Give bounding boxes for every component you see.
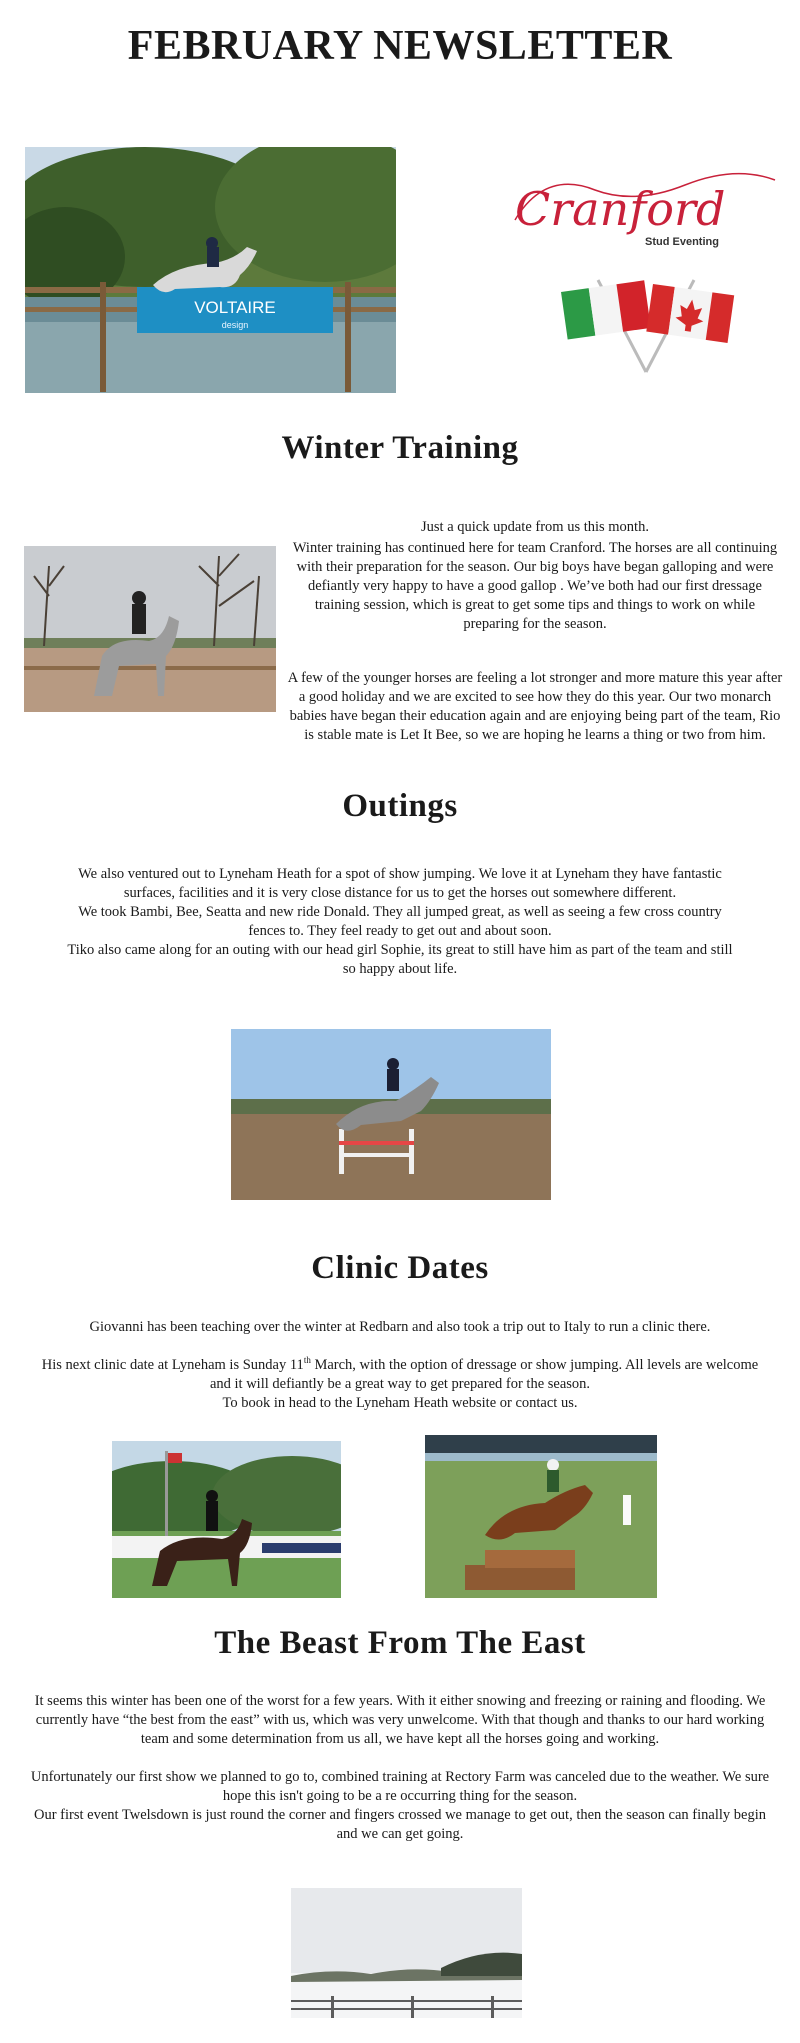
outings-text: [64, 865, 736, 979]
photo-dressage-grey-horse: [24, 546, 276, 712]
clinic-text: [40, 1318, 760, 1413]
cranford-logo: [505, 160, 785, 260]
clinic-p2: [40, 1356, 760, 1394]
beast-text: [28, 1692, 772, 1844]
outings-p1: We also ventured out to Lyneham Heath for a spot of show jumping. We love it at Lyneham they have fantastic surfaces, facilities and it is very close distance for us to get the horses out somewhere different.: [78, 866, 722, 901]
beast-p3: Our first event Twelsdown is just round the corner and fingers crossed we manage to get out, then the season can finally begin and we can get going.: [34, 1807, 766, 1842]
clinic-p2-sup: th: [303, 1355, 311, 1366]
photo-cross-country-fence: [425, 1435, 657, 1598]
beast-p2: Unfortunately our first show we planned to go to, combined training at Rectory Farm was canceled due to the weather. We sure hope this isn't going to be a re occurring thing for the season.: [30, 1769, 770, 1804]
newsletter-title: FEBRUARY NEWSLETTER: [127, 23, 673, 69]
beast-p1: It seems this winter has been one of the worst for a few years. With it either snowing and freezing or raining and flooding. We currently have “the best from the east” with us, which was very unwelcome. With that though and thanks to our hard working team and some determination from us all, we have kept all the horses going and working.: [34, 1693, 766, 1747]
photo-show-jumping: [231, 1029, 551, 1200]
photo-dressage-competition: [112, 1441, 341, 1598]
clinic-p2-before: His next clinic date at Lyneham is Sunday 11: [41, 1357, 304, 1373]
heading-beast-from-the-east: The Beast From The East: [214, 1625, 586, 1661]
outings-p2: We took Bambi, Bee, Seatta and new ride Donald. They all jumped great, as well as seeing a few cross country fences to. They feel ready to get out and about soon.: [78, 904, 722, 939]
winter-training-intro: Just a quick update from us this month.: [421, 519, 649, 535]
winter-training-text: [286, 518, 784, 745]
logo-name: Cranford: [515, 182, 726, 236]
clinic-p2-after: March, with the option of dressage or show jumping. All levels are welcome and it will defiantly be a great way to get prepared for the season.: [209, 1357, 759, 1392]
clinic-p1: Giovanni has been teaching over the winter at Redbarn and also took a trip out to Italy to run a clinic there.: [89, 1319, 711, 1335]
winter-training-p2: A few of the younger horses are feeling a lot stronger and more mature this year after a good holiday and we are excited to see how they do this year. Our two monarch babies have began their education again and are enjoying being part of the team, Rio is stable mate is Let It Bee, so we are hoping he learns a thing or two from him.: [287, 670, 783, 743]
heading-winter-training: Winter Training: [281, 430, 519, 466]
logo-tagline: Stud Eventing: [645, 236, 719, 248]
crossed-flags: [553, 272, 740, 377]
italy-flag-icon: [561, 280, 651, 339]
hero-photo-cross-country-jump: [25, 147, 396, 393]
outings-p3: Tiko also came along for an outing with our head girl Sophie, its great to still have him as part of the team and still so happy about life.: [67, 942, 733, 977]
heading-clinic-dates: Clinic Dates: [311, 1250, 489, 1286]
heading-outings: Outings: [342, 788, 458, 824]
banner-subtext: design: [221, 320, 249, 330]
banner-text: VOLTAIRE: [194, 298, 276, 317]
clinic-p3: To book in head to the Lyneham Heath website or contact us.: [222, 1395, 578, 1411]
canada-flag-icon: [646, 284, 734, 343]
winter-training-p1: Winter training has continued here for team Cranford. The horses are all continuing with their preparation for the season. Our big boys have began galloping and were defiantly very happy to have a good gallop . We’ve both had our first dressage training session, which is great to get some tips and things to work on while preparing for the season.: [292, 540, 778, 632]
photo-snowy-field: [291, 1888, 522, 2018]
